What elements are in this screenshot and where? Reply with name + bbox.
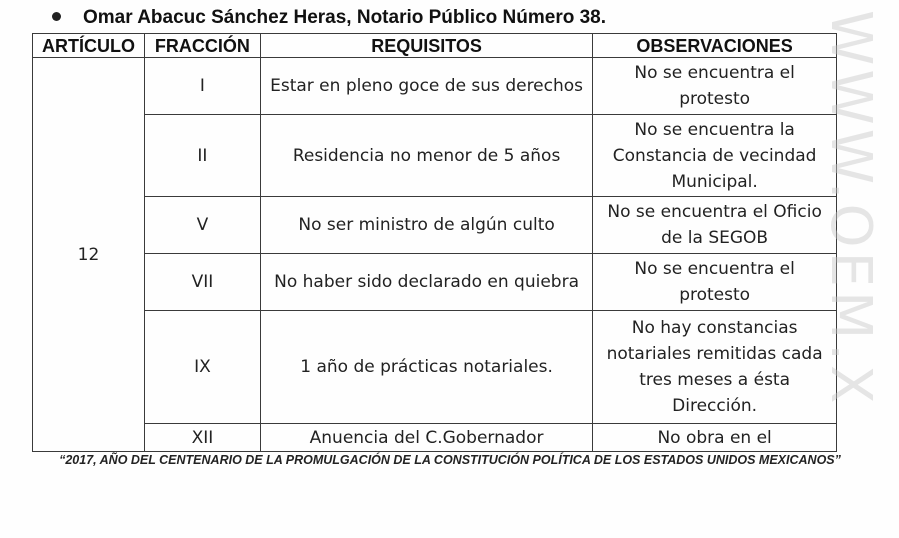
table-row	[33, 197, 837, 254]
table-row	[33, 58, 837, 115]
fraccion-cell: IX	[144, 311, 260, 424]
header-observaciones: OBSERVACIONES	[593, 34, 837, 58]
fraccion-cell: V	[144, 197, 260, 254]
header-requisitos: REQUISITOS	[260, 34, 592, 58]
footer-motto: “2017, AÑO DEL CENTENARIO DE LA PROMULGACIÓN DE LA CONSTITUCIÓN POLÍTICA DE LOS ESTADOS UNIDOS MEXICANOS”	[59, 453, 841, 467]
watermark	[818, 0, 893, 460]
requirements-table	[32, 33, 837, 452]
requisito-cell: Residencia no menor de 5 años	[260, 115, 592, 197]
requisito-cell: Anuencia del C.Gobernador	[260, 424, 592, 452]
observacion-cell: No se encuentra el Oficio de la SEGOB	[593, 197, 837, 254]
heading-text: Omar Abacuc Sánchez Heras, Notario Público Número 38.	[83, 7, 607, 28]
table-row	[33, 311, 837, 424]
table-row	[33, 115, 837, 197]
fraccion-cell: II	[144, 115, 260, 197]
requisito-cell: Estar en pleno goce de sus derechos	[260, 58, 592, 115]
table-header-row	[33, 34, 837, 58]
requisito-cell: No ser ministro de algún culto	[260, 197, 592, 254]
observacion-cell: No hay constancias notariales remitidas cada tres meses a ésta Dirección.	[593, 311, 837, 424]
table-row	[33, 254, 837, 311]
requisito-cell: No haber sido declarado en quiebra	[260, 254, 592, 311]
articulo-cell: 12	[33, 58, 145, 452]
requisito-cell: 1 año de prácticas notariales.	[260, 311, 592, 424]
observacion-cell: No se encuentra el protesto	[593, 58, 837, 115]
observacion-cell: No obra en el	[593, 424, 837, 452]
fraccion-cell: XII	[144, 424, 260, 452]
fraccion-cell: VII	[144, 254, 260, 311]
observacion-cell: No se encuentra el protesto	[593, 254, 837, 311]
observacion-cell: No se encuentra la Constancia de vecindad Municipal.	[593, 115, 837, 197]
bullet-icon	[52, 12, 61, 21]
header-articulo: ARTÍCULO	[33, 34, 145, 58]
header-fraccion: FRACCIÓN	[144, 34, 260, 58]
table-row	[33, 424, 837, 452]
section-heading	[52, 6, 606, 30]
fraccion-cell: I	[144, 58, 260, 115]
watermark-text: WWW.OEM.X	[818, 10, 883, 408]
